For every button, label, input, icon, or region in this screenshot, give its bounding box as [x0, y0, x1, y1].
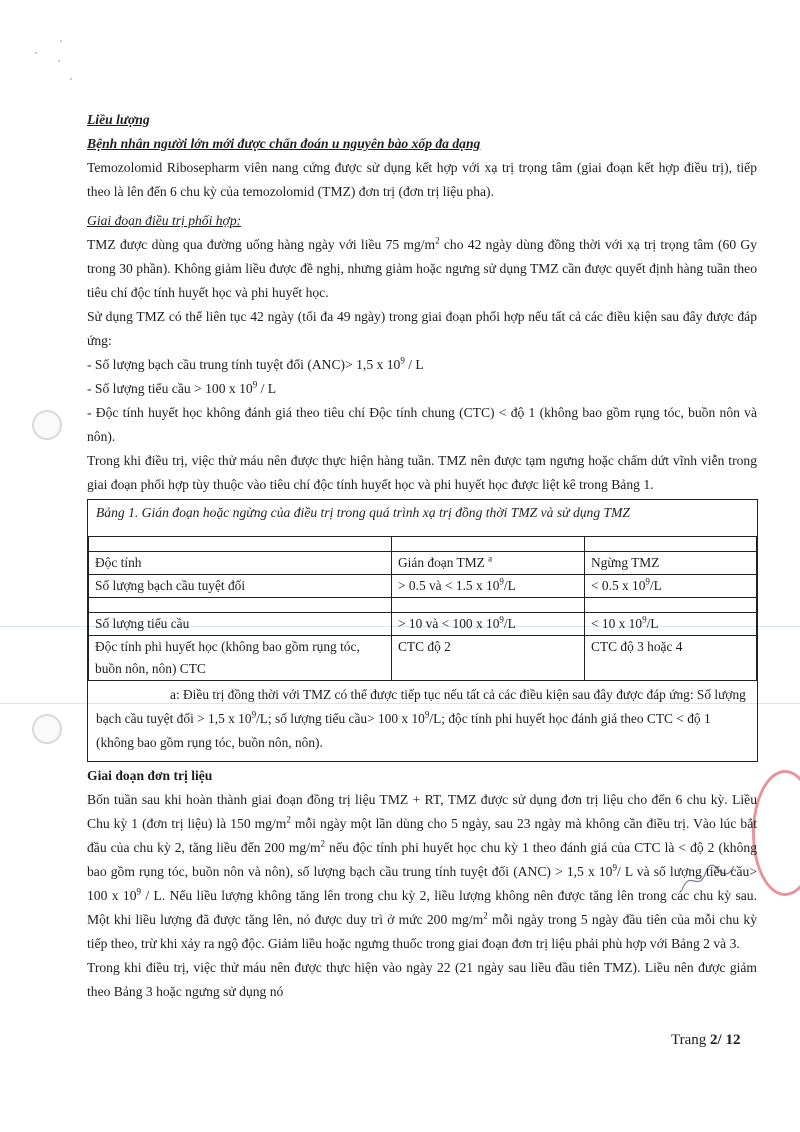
table-row	[89, 636, 757, 681]
table-cell: Độc tính phi huyết học (không bao gồm rụng tóc, buồn nôn, nôn) CTC	[89, 636, 392, 681]
table-row	[89, 575, 757, 598]
punch-hole	[32, 714, 62, 744]
table-cell: < 0.5 x $10^9/L$	[585, 575, 757, 598]
page-number: Trang 2/ 12	[671, 1032, 741, 1048]
table-header-cell: Độc tính	[89, 552, 392, 575]
document-body	[87, 108, 757, 1004]
table-cell: Số lượng bạch cầu tuyệt đối	[89, 575, 392, 598]
table-1-caption: Bảng 1. Gián đoạn hoặc ngừng của điều trị trong quá trình xạ trị đồng thời TMZ và sử dụng TMZ	[88, 500, 757, 537]
scan-speck	[35, 52, 37, 54]
heading-combined-phase: Giai đoạn điều trị phối hợp:	[87, 213, 242, 228]
scan-speck	[60, 40, 62, 42]
heading-dosage: Liều lượng	[87, 112, 150, 127]
heading-adult-patients: Bệnh nhân người lớn mới được chẩn đoán u nguyên bào xốp đa dạng	[87, 136, 481, 151]
condition-platelets: - Số lượng tiểu cầu > 100 x $10^9$ / L	[87, 379, 277, 396]
table-header-cell: Ngừng TMZ	[585, 552, 757, 575]
table-cell: < 10 x $10^9/L$	[585, 613, 757, 636]
condition-nonhematologic: - Độc tính huyết học không đánh giá theo tiêu chí Độc tính chung (CTC) < độ 1 (không bao gồm rụng tóc, buồn nôn và nôn).	[87, 405, 757, 444]
table-cell: CTC độ 2	[392, 636, 585, 681]
condition-anc: - Số lượng bạch cầu trung tính tuyệt đối (ANC)> 1,5 x $10^9$ / L	[87, 355, 424, 372]
table-header-row	[89, 552, 757, 575]
table-cell: Số lượng tiểu cầu	[89, 613, 392, 636]
table-cell: CTC độ 3 hoặc 4	[585, 636, 757, 681]
table-1	[87, 499, 758, 762]
punch-hole	[32, 410, 62, 440]
monotherapy-paragraph-1: Bốn tuần sau khi hoàn thành giai đoạn đồng trị liệu TMZ + RT, TMZ được sử dụng đơn trị liệu cho đến 6 chu kỳ. Liều Chu kỳ 1 (đơn trị liệu) là 150 $mg/m^2$ mỗi ngày một lần dùng cho 5 ngày, sau 23 ngày mà không cần điều trị. Vào lúc bắt đầu của chu kỳ 2, tăng liều đến 200 $mg/m^2$ nếu độc tính phi huyết học chu kỳ 1 theo đánh giá của CTC là < độ 2 (không bao gồm rụng tóc, buồn nôn và nôn), số lượng bạch cầu trung tính tuyệt đối (ANC) > 1,5 x $10^9/$ L và số lượng tiểu cầu> 100 x $10^9$ / L. Nếu liều lượng không tăng lên trong chu kỳ 2, liều lượng không nên được tăng lên trong các chu kỳ sau. Một khi liều lượng đã được tăng lên, nó được duy trì ở mức 200 $mg/m^2$ mỗi ngày trong 5 ngày đầu tiên của mỗi chu kỳ tiếp theo, trừ khi xảy ra ngộ độc. Giảm liều hoặc ngưng thuốc trong giai đoạn đơn trị liệu phải phù hợp với Bảng 2 và 3.	[87, 792, 758, 951]
combined-paragraph-2: Sử dụng TMZ có thể liên tục 42 ngày (tối đa 49 ngày) trong giai đoạn phối hợp nếu tất cả các điều kiện sau đây được đáp ứng:	[87, 309, 757, 348]
table-cell: > 10 và < 100 x $10^9/L$	[392, 613, 585, 636]
table-row	[89, 613, 757, 636]
scan-speck	[58, 60, 60, 62]
table-1-grid	[88, 537, 757, 681]
red-stamp-mark	[752, 770, 800, 896]
combined-paragraph-1: TMZ được dùng qua đường uống hàng ngày với liều 75 $mg/m^2$ cho 42 ngày dùng đồng thời với xạ trị trọng tâm (60 Gy trong 30 phần). Không giảm liều được đề nghị, nhưng giảm hoặc ngưng sử dụng TMZ cần được quyết định hàng tuần theo tiêu chí độc tính huyết học và phi huyết học.	[87, 235, 757, 300]
scan-speck	[70, 78, 72, 80]
table-header-cell: Gián đoạn TMZ $^a$	[392, 552, 585, 575]
intro-paragraph: Temozolomid Ribosepharm viên nang cứng được sử dụng kết hợp với xạ trị trọng tâm (giai đoạn kết hợp điều trị), tiếp theo là lên đến 6 chu kỳ của temozolomid (TMZ) đơn trị (đơn trị liệu pha).	[87, 160, 757, 199]
heading-monotherapy: Giai đoạn đơn trị liệu	[87, 768, 213, 783]
table-1-footnote: a: Điều trị đồng thời với TMZ có thể được tiếp tục nếu tất cả các điều kiện sau đây được đáp ứng: Số lượng bạch cầu tuyệt đối > 1,5 x $10^9/L$; số lượng tiểu cầu> 100 x $10^9/L$; độc tính phi huyết học đánh giá theo CTC < độ 1 (không bao gồm rụng tóc, buồn nôn, nôn).	[96, 687, 746, 750]
table-cell: > 0.5 và < 1.5 x $10^9/L$	[392, 575, 585, 598]
monotherapy-paragraph-2: Trong khi điều trị, việc thử máu nên được thực hiện vào ngày 22 (21 ngày sau liều đầu tiên TMZ). Liều nên được giảm theo Bảng 3 hoặc ngưng sử dụng nó	[87, 960, 757, 999]
combined-paragraph-3: Trong khi điều trị, việc thử máu nên được thực hiện hàng tuần. TMZ nên được tạm ngưng hoặc chấm dứt vĩnh viễn trong giai đoạn phối hợp tùy thuộc vào tiêu chí độc tính huyết học và phi huyết học được liệt kê trong Bảng 1.	[87, 453, 757, 492]
